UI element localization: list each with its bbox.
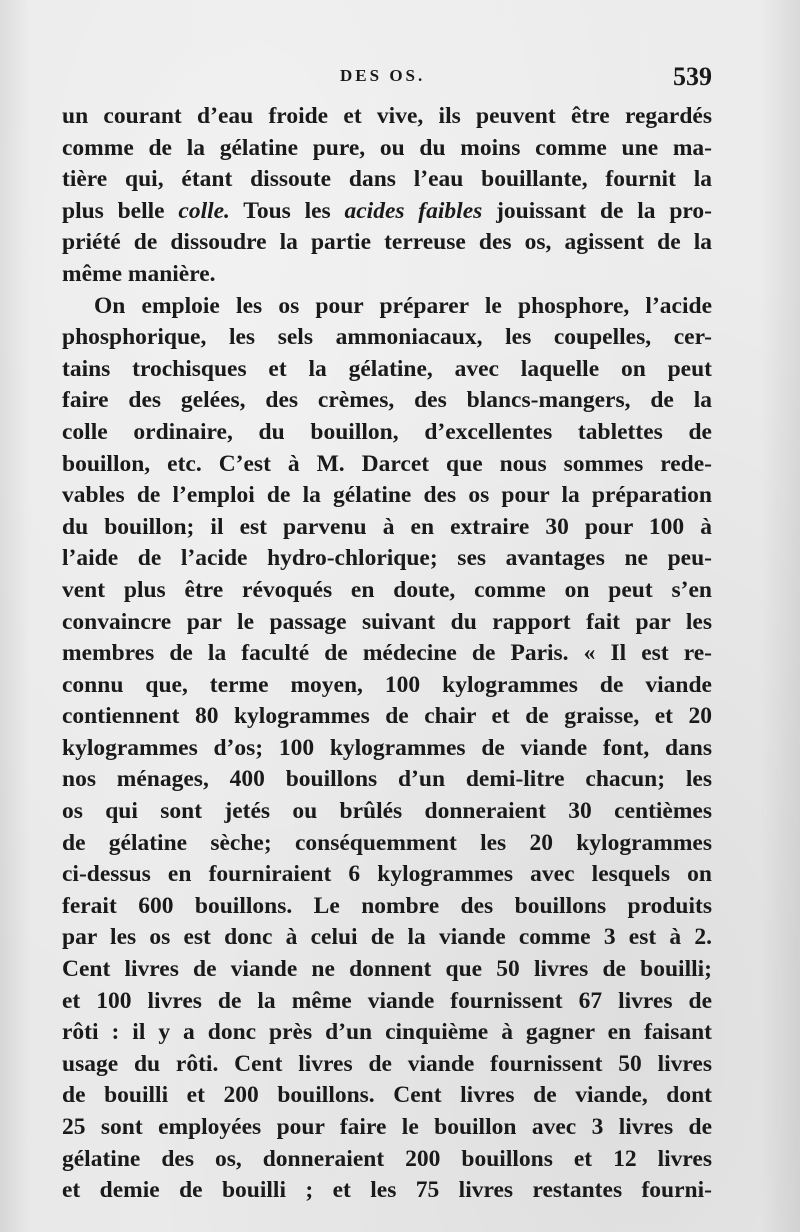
text-line: de bouilli et 200 bouillons. Cent livres de viande, dont xyxy=(62,1082,712,1109)
text-line: par les os est donc à celui de la viande comme 3 est à 2. xyxy=(62,924,712,951)
text-line: os qui sont jetés ou brûlés donneraient 30 centièmes xyxy=(62,798,712,825)
text-line: et demie de bouilli ; et les 75 livres restantes fourni- xyxy=(62,1177,712,1204)
text-line: membres de la faculté de médecine de Paris. « Il est re- xyxy=(62,640,712,667)
text-line: gélatine des os, donneraient 200 bouillons et 12 livres xyxy=(62,1145,712,1172)
text-line: kylogrammes d’os; 100 kylogrammes de viande font, dans xyxy=(62,734,712,761)
text-line: convaincre par le passage suivant du rapport fait par les xyxy=(62,608,712,635)
text-line: priété de dissoudre la partie terreuse des os, agissent de la xyxy=(62,229,712,256)
paragraph xyxy=(62,101,712,291)
text-line: vent plus être révoqués en doute, comme on peut s’en xyxy=(62,576,712,603)
text-line: bouillon, etc. C’est à M. Darcet que nous sommes rede- xyxy=(62,450,712,477)
text-line: ferait 600 bouillons. Le nombre des bouillons produits xyxy=(62,892,712,919)
text-line: et 100 livres de la même viande fournissent 67 livres de xyxy=(62,987,712,1014)
text-line: un courant d’eau froide et vive, ils peuvent être regardés xyxy=(62,103,712,129)
text-line: du bouillon; il est parvenu à en extraire 30 pour 100 à xyxy=(62,513,712,540)
text-line: tière qui, étant dissoute dans l’eau bouillante, fournit la xyxy=(62,166,712,193)
text-line: ci-dessus en fourniraient 6 kylogrammes avec lesquels on xyxy=(62,861,712,888)
text-line: phosphorique, les sels ammoniacaux, les coupelles, cer- xyxy=(62,324,712,351)
running-head: DES OS. xyxy=(340,66,426,85)
text-line: même manière. xyxy=(62,260,216,287)
text-line: usage du rôti. Cent livres de viande fournissent 50 livres xyxy=(62,1050,712,1077)
text-line: connu que, terme moyen, 100 kylogrammes de viande xyxy=(62,671,712,698)
text-line: plus belle colle. Tous les acides faibles jouissant de la pro- xyxy=(62,197,712,224)
text-line: On emploie les os pour préparer le phosphore, l’acide xyxy=(94,292,712,319)
paragraph xyxy=(62,291,712,1207)
italic-term: acides faibles xyxy=(344,197,483,224)
text-line: comme de la gélatine pure, ou du moins comme une ma- xyxy=(62,134,712,161)
text-line: contiennent 80 kylogrammes de chair et de graisse, et 20 xyxy=(62,703,712,730)
text-line: 25 sont employées pour faire le bouillon avec 3 livres de xyxy=(62,1114,712,1140)
text-line: rôti : il y a donc près d’un cinquième à gagner en faisant xyxy=(62,1019,712,1046)
body-text xyxy=(62,101,712,1207)
text-line: nos ménages, 400 bouillons d’un demi-litre chacun; les xyxy=(62,766,712,793)
page-number: 539 xyxy=(673,62,712,91)
text-line: vables de l’emploi de la gélatine des os pour la préparation xyxy=(62,482,712,509)
text-line: faire des gelées, des crèmes, des blancs-mangers, de la xyxy=(62,387,712,414)
text-line: de gélatine sèche; conséquemment les 20 kylogrammes xyxy=(62,829,712,856)
text-line: colle ordinaire, du bouillon, d’excellentes tablettes de xyxy=(62,418,712,445)
text-line: Cent livres de viande ne donnent que 50 livres de bouilli; xyxy=(62,956,712,983)
text-line: tains trochisques et la gélatine, avec laquelle on peut xyxy=(62,355,712,382)
italic-term: colle. xyxy=(178,197,230,224)
text-line: l’aide de l’acide hydro-chlorique; ses avantages ne peu- xyxy=(62,545,712,572)
page-header xyxy=(62,62,712,96)
